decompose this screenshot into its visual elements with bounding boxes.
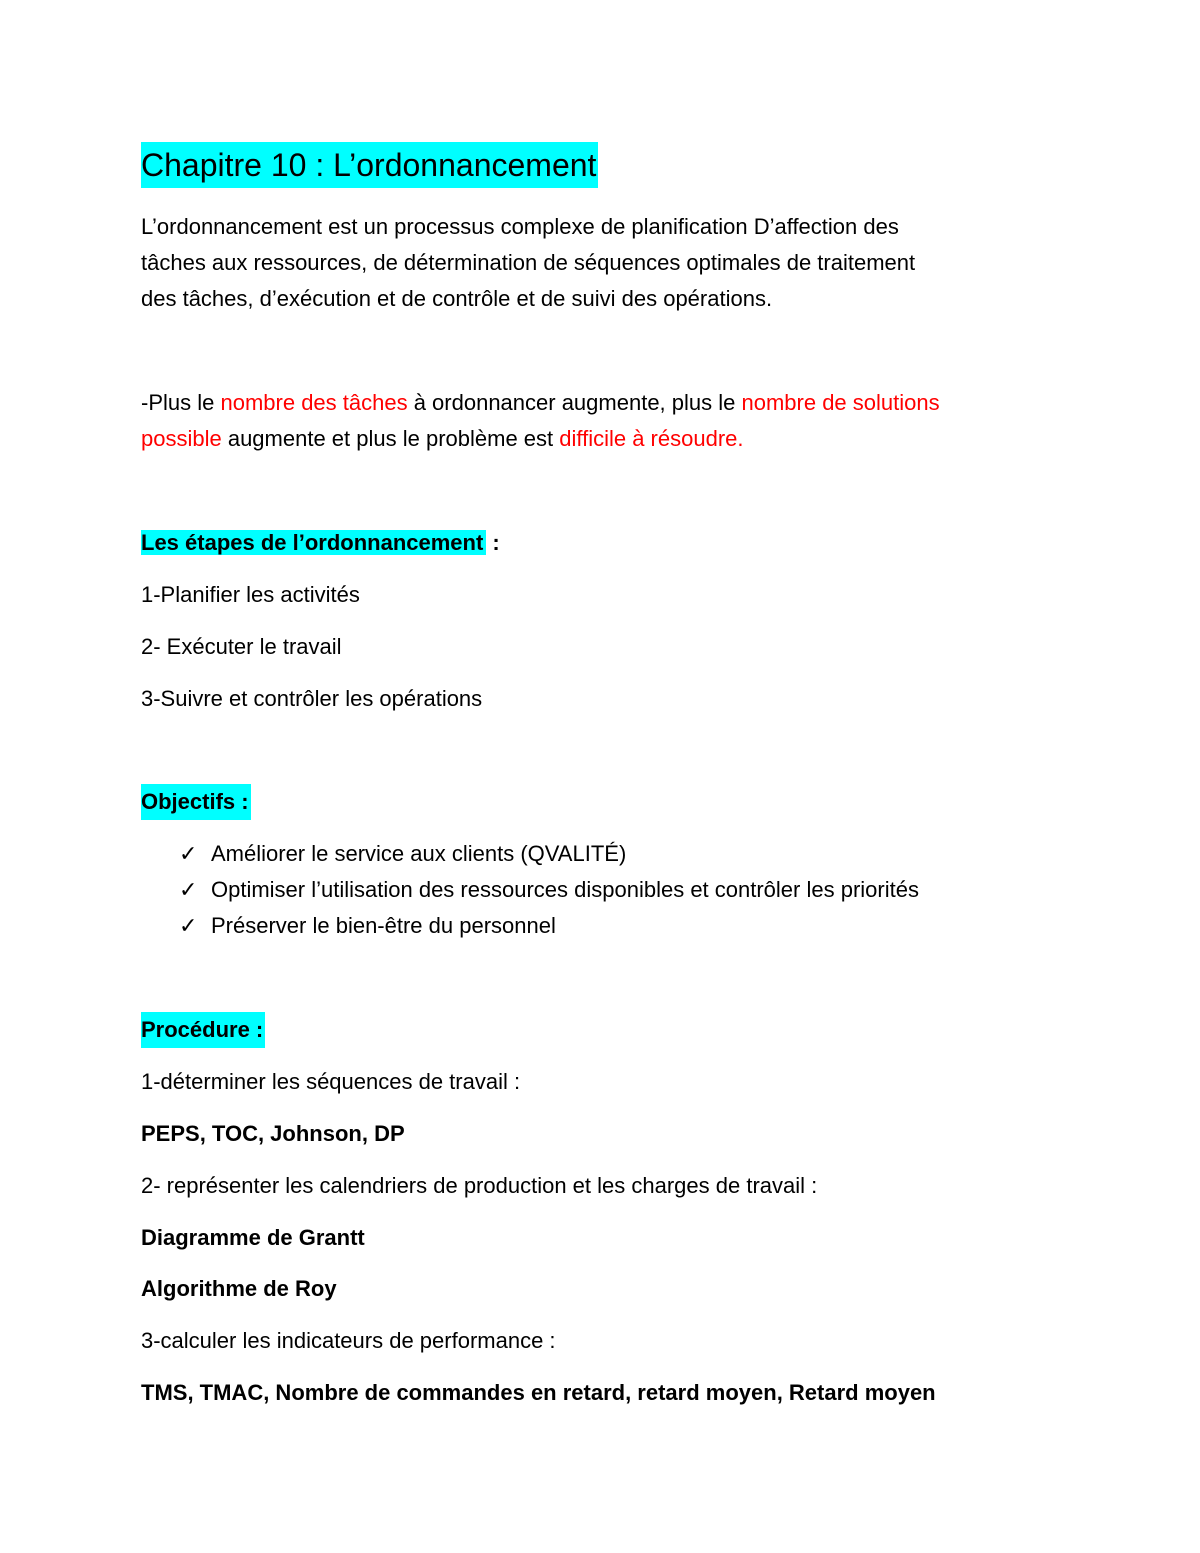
- intro-line: des tâches, d’exécution et de contrôle et de suivi des opérations.: [141, 286, 773, 311]
- procedure-heading: Procédure :: [141, 1012, 265, 1048]
- etape-item: 2- Exécuter le travail: [141, 634, 342, 659]
- remark-line: [141, 385, 940, 421]
- remark-paragraph: [141, 385, 940, 457]
- procedure-detail: Algorithme de Roy: [141, 1276, 337, 1301]
- objectif-text: Améliorer le service aux clients (QVALITÉ): [211, 841, 627, 866]
- procedure-detail: TMS, TMAC, Nombre de commandes en retard, retard moyen, Retard moyen: [141, 1380, 936, 1405]
- procedure-step: 1-déterminer les séquences de travail :: [141, 1069, 521, 1094]
- objectif-item: [179, 908, 556, 944]
- objectifs-heading: Objectifs :: [141, 784, 251, 820]
- remark-text: augmente et plus le problème est: [221, 426, 560, 451]
- procedure-detail: Diagramme de Grantt: [141, 1225, 365, 1250]
- checkmark-icon: ✓: [179, 841, 198, 866]
- objectif-text: Préserver le bien-être du personnel: [211, 913, 556, 938]
- objectif-text: Optimiser l’utilisation des ressources disponibles et contrôler les priorités: [211, 877, 919, 902]
- page-title: Chapitre 10 : L’ordonnancement: [141, 142, 598, 188]
- etape-item: 1-Planifier les activités: [141, 582, 360, 607]
- procedure-step: 3-calculer les indicateurs de performance :: [141, 1328, 556, 1353]
- remark-emphasis: nombre des tâches: [220, 390, 408, 415]
- objectif-item: [179, 836, 626, 872]
- procedure-detail: PEPS, TOC, Johnson, DP: [141, 1121, 405, 1146]
- intro-paragraph: [141, 209, 915, 317]
- intro-line: L’ordonnancement est un processus complexe de planification D’affection des: [141, 214, 899, 239]
- etapes-heading-colon: :: [486, 530, 500, 555]
- remark-text: à ordonnancer augmente, plus le: [407, 390, 742, 415]
- procedure-step: 2- représenter les calendriers de production et les charges de travail :: [141, 1173, 818, 1198]
- remark-text: -Plus le: [141, 390, 221, 415]
- etapes-heading: [141, 525, 500, 561]
- remark-emphasis: possible: [141, 426, 222, 451]
- remark-emphasis: difficile à résoudre.: [559, 426, 744, 451]
- etape-item: 3-Suivre et contrôler les opérations: [141, 686, 483, 711]
- remark-line: [141, 421, 940, 457]
- etapes-heading-label: Les étapes de l’ordonnancement: [141, 530, 486, 555]
- checkmark-icon: ✓: [179, 877, 198, 902]
- remark-emphasis: nombre de solutions: [741, 390, 940, 415]
- intro-line: tâches aux ressources, de détermination de séquences optimales de traitement: [141, 250, 916, 275]
- objectif-item: [179, 872, 919, 908]
- checkmark-icon: ✓: [179, 913, 198, 938]
